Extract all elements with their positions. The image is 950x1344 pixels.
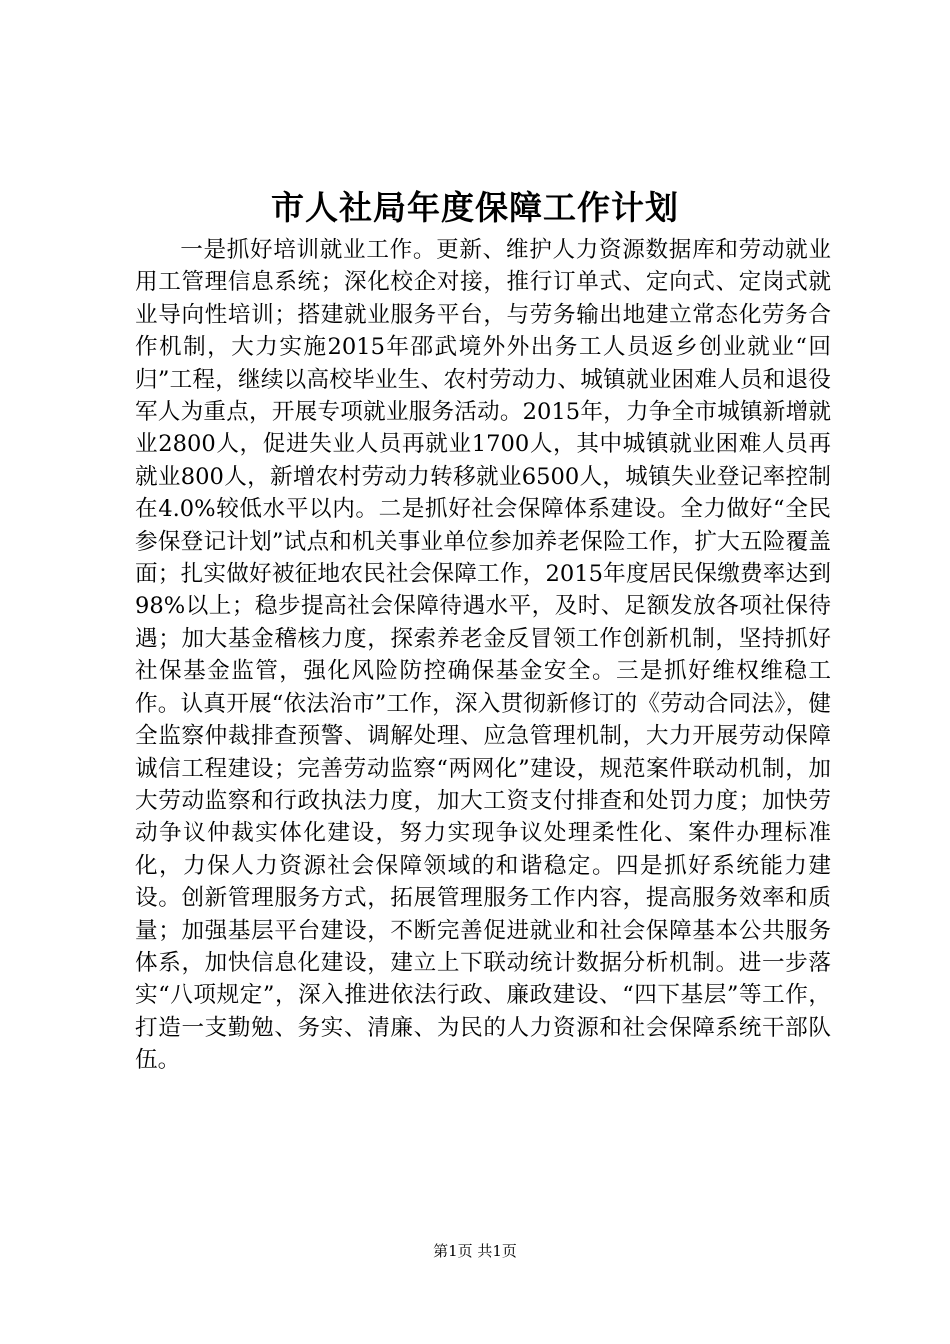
- document-title: 市人社局年度保障工作计划: [271, 188, 679, 227]
- page-number-footer: 第1页 共1页: [433, 1242, 517, 1260]
- document-body-paragraph: 一是抓好培训就业工作。更新、维护人力资源数据库和劳动就业用工管理信息系统；深化校企对接，推行订单式、定向式、定岗式就业导向性培训；搭建就业服务平台，与劳务输出地建立常态化劳务合作机制，大力实施2015年邵武境外外出务工人员返乡创业就业“回归”工程，继续以高校毕业生、农村劳动力、城镇就业困难人员和退役军人为重点，开展专项就业服务活动。2015年，力争全市城镇新增就业2800人，促进失业人员再就业1700人，其中城镇就业困难人员再就业800人，新增农村劳动力转移就业6500人，城镇失业登记率控制在4.0%较低水平以内。二是抓好社会保障体系建设。全力做好“全民参保登记计划”试点和机关事业单位参加养老保险工作，扩大五险覆盖面；扎实做好被征地农民社会保障工作，2015年度居民保缴费率达到98%以上；稳步提高社会保障待遇水平，及时、足额发放各项社保待遇；加大基金稽核力度，探索养老金反冒领工作创新机制，坚持抓好社保基金监管，强化风险防控确保基金安全。三是抓好维权维稳工作。认真开展“依法治市”工作，深入贯彻新修订的《劳动合同法》，健全监察仲裁排查预警、调解处理、应急管理机制，大力开展劳动保障诚信工程建设；完善劳动监察“两网化”建设，规范案件联动机制，加大劳动监察和行政执法力度，加大工资支付排查和处罚力度；加快劳动争议仲裁实体化建设，努力实现争议处理柔性化、案件办理标准化，力保人力资源社会保障领域的和谐稳定。四是抓好系统能力建设。创新管理服务方式，拓展管理服务工作内容，提高服务效率和质量；加强基层平台建设，不断完善促进就业和社会保障基本公共服务体系，加快信息化建设，建立上下联动统计数据分析机制。进一步落实“八项规定”，深入推进依法行政、廉政建设、“四下基层”等工作，打造一支勤勉、务实、清廉、为民的人力资源和社会保障系统干部队伍。: [135, 237, 831, 1074]
